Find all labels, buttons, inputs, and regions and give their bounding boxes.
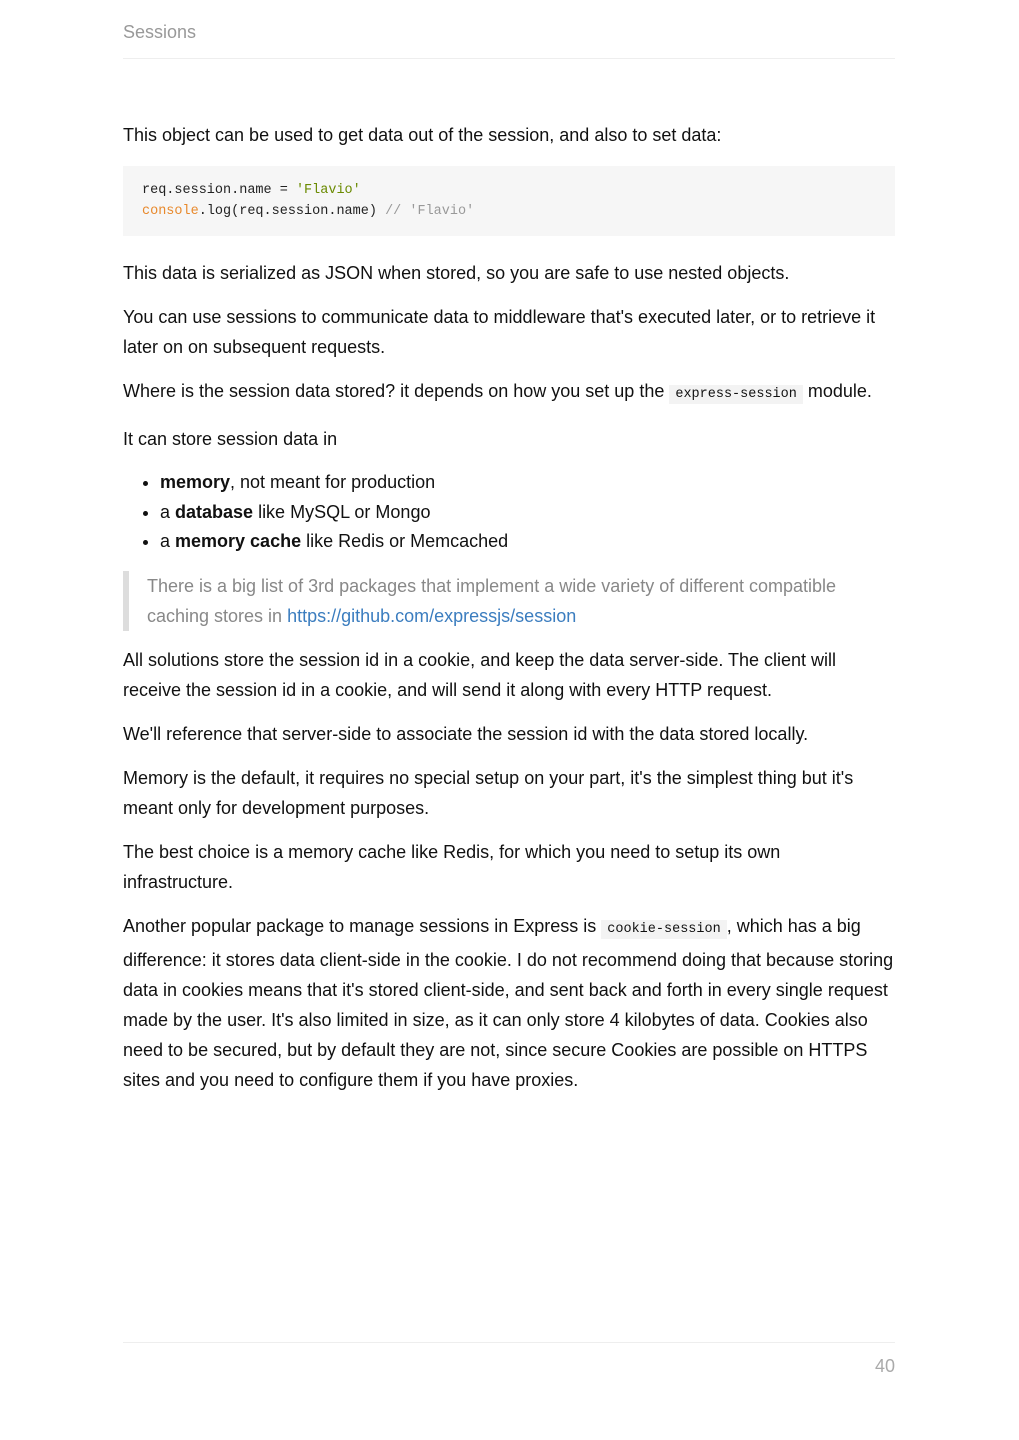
running-header: [123, 22, 895, 59]
paragraph: [123, 376, 895, 410]
text: Another popular package to manage sessions in Express is: [123, 915, 602, 936]
list-item: • a memory cache like Redis or Memcached: [160, 527, 895, 557]
list-item: • memory, not meant for production: [160, 468, 895, 498]
github-session-link[interactable]: https://github.com/expressjs/session: [287, 605, 577, 626]
code-text: req.session.name =: [142, 183, 296, 198]
paragraph: All solutions store the session id in a cookie, and keep the data server-side. The client will receive the session id in a cookie, and will send it along with every HTTP request.: [123, 649, 837, 700]
bullet-list: [123, 468, 895, 557]
code-text: .log(req.session.name): [198, 204, 386, 219]
code-comment: // 'Flavio': [385, 204, 475, 219]
text: module.: [802, 381, 872, 401]
paragraph: [123, 911, 895, 1095]
paragraph: The best choice is a memory cache like Redis, for which you need to setup its own infrastructure.: [123, 841, 781, 892]
code-string: 'Flavio': [295, 183, 361, 198]
paragraph: Memory is the default, it requires no special setup on your part, it's the simplest thing but it's meant only for development purposes.: [123, 767, 854, 818]
page-footer: [123, 1342, 895, 1377]
blockquote: [123, 571, 895, 631]
code-block: [123, 166, 895, 236]
paragraph: It can store session data in: [123, 429, 338, 449]
text: , which has a big difference: it stores data client-side in the cookie. I do not recommend doing that because storing data in cookies means that it's stored client-side, and sent back and forth in every single request made by the user. It's also limited in size, as it can only store 4 kilobytes of data. Cookies also need to be secured, but by default they are not, since secure Cookies are possible on HTTPS sites and you need to configure them if you have proxies.: [123, 915, 894, 1090]
page-content: [123, 120, 895, 1109]
code-keyword: console: [142, 204, 199, 219]
inline-code: cookie-session: [601, 920, 726, 939]
paragraph: You can use sessions to communicate data to middleware that's executed later, or to retrieve it later on on subsequent requests.: [123, 307, 876, 357]
text: Where is the session data stored? it depends on how you set up the: [123, 381, 670, 401]
page-number: 40: [874, 1356, 895, 1376]
list-item: • a database like MySQL or Mongo: [160, 498, 895, 528]
paragraph: This data is serialized as JSON when stored, so you are safe to use nested objects.: [123, 263, 790, 283]
paragraph: This object can be used to get data out of the session, and also to set data:: [123, 125, 722, 145]
quote-text: There is a big list of 3rd packages that implement a wide variety of different compatible caching stores in: [147, 575, 837, 626]
inline-code: express-session: [669, 385, 803, 404]
header-title: Sessions: [123, 22, 197, 42]
paragraph: We'll reference that server-side to associate the session id with the data stored locally.: [123, 723, 809, 744]
